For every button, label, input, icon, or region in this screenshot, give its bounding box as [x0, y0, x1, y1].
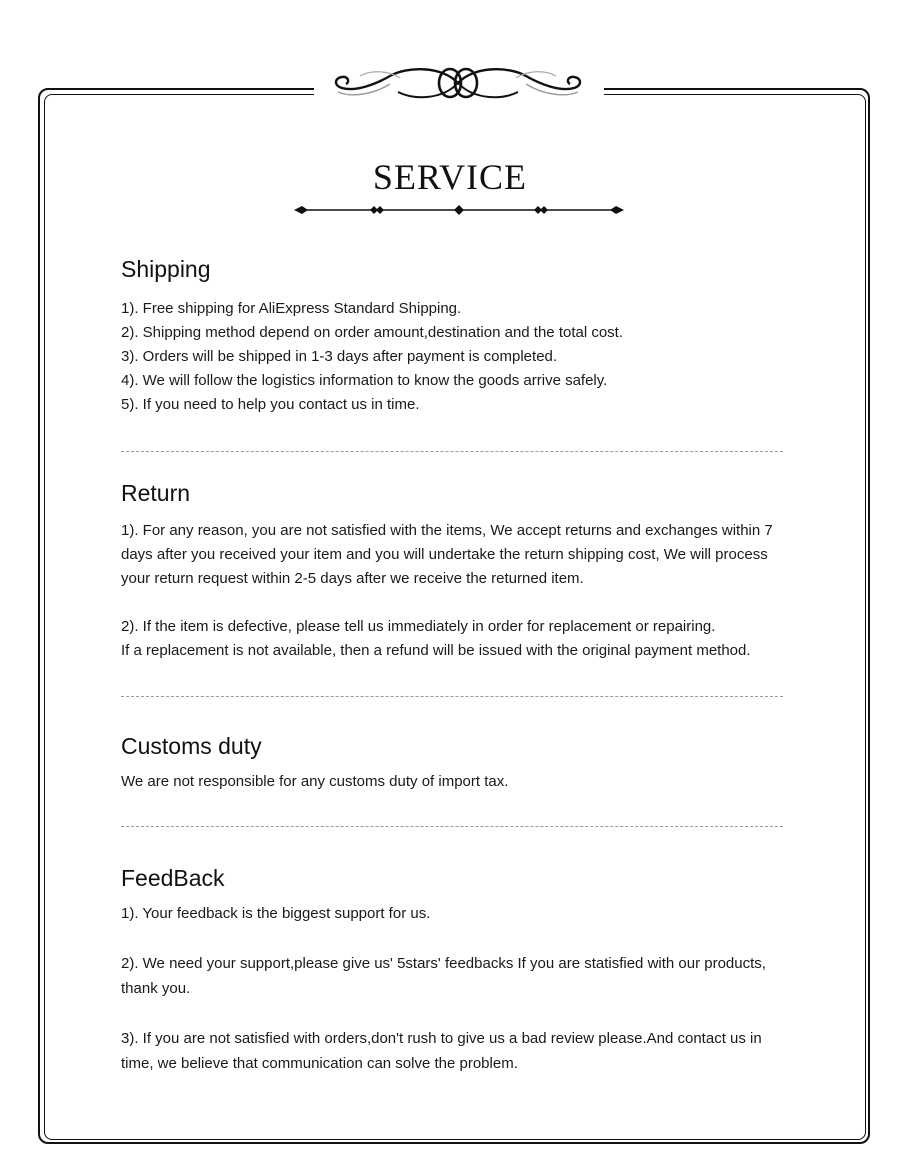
- shipping-line: 4). We will follow the logistics information to know the goods arrive safely.: [121, 372, 608, 389]
- customs-line: We are not responsible for any customs duty of import tax.: [121, 773, 509, 790]
- section-divider: [121, 451, 783, 452]
- return-line: 2). If the item is defective, please tell us immediately in order for replacement or repairing.: [121, 618, 716, 635]
- feedback-line: 2). We need your support,please give us' 5stars' feedbacks If you are statisfied with our products,: [121, 955, 766, 972]
- shipping-line: 2). Shipping method depend on order amount,destination and the total cost.: [121, 324, 624, 341]
- return-line: days after you received your item and you will undertake the return shipping cost, We will process: [121, 546, 768, 563]
- section-divider: [121, 826, 783, 827]
- customs-heading: Customs duty: [121, 733, 262, 759]
- feedback-line: 1). Your feedback is the biggest support for us.: [121, 905, 431, 922]
- page-title: SERVICE: [372, 157, 528, 197]
- feedback-line: 3). If you are not satisfied with orders,don't rush to give us a bad review please.And contact us in: [121, 1030, 762, 1047]
- return-heading: Return: [121, 480, 191, 506]
- feedback-heading: FeedBack: [121, 865, 225, 891]
- shipping-line: 1). Free shipping for AliExpress Standard Shipping.: [121, 300, 462, 317]
- feedback-line: thank you.: [121, 980, 191, 997]
- section-divider: [121, 696, 783, 697]
- shipping-line: 3). Orders will be shipped in 1-3 days after payment is completed.: [121, 348, 558, 365]
- title-divider-ornament-icon: [294, 203, 624, 217]
- flourish-ornament-icon: [330, 62, 586, 104]
- feedback-line: time, we believe that communication can solve the problem.: [121, 1055, 518, 1072]
- return-line: 1). For any reason, you are not satisfied with the items, We accept returns and exchanges within 7: [121, 522, 773, 539]
- return-line: If a replacement is not available, then a refund will be issued with the original payment method.: [121, 642, 751, 659]
- shipping-heading: Shipping: [121, 256, 211, 282]
- shipping-line: 5). If you need to help you contact us in time.: [121, 396, 420, 413]
- return-line: your return request within 2-5 days after we receive the returned item.: [121, 570, 584, 587]
